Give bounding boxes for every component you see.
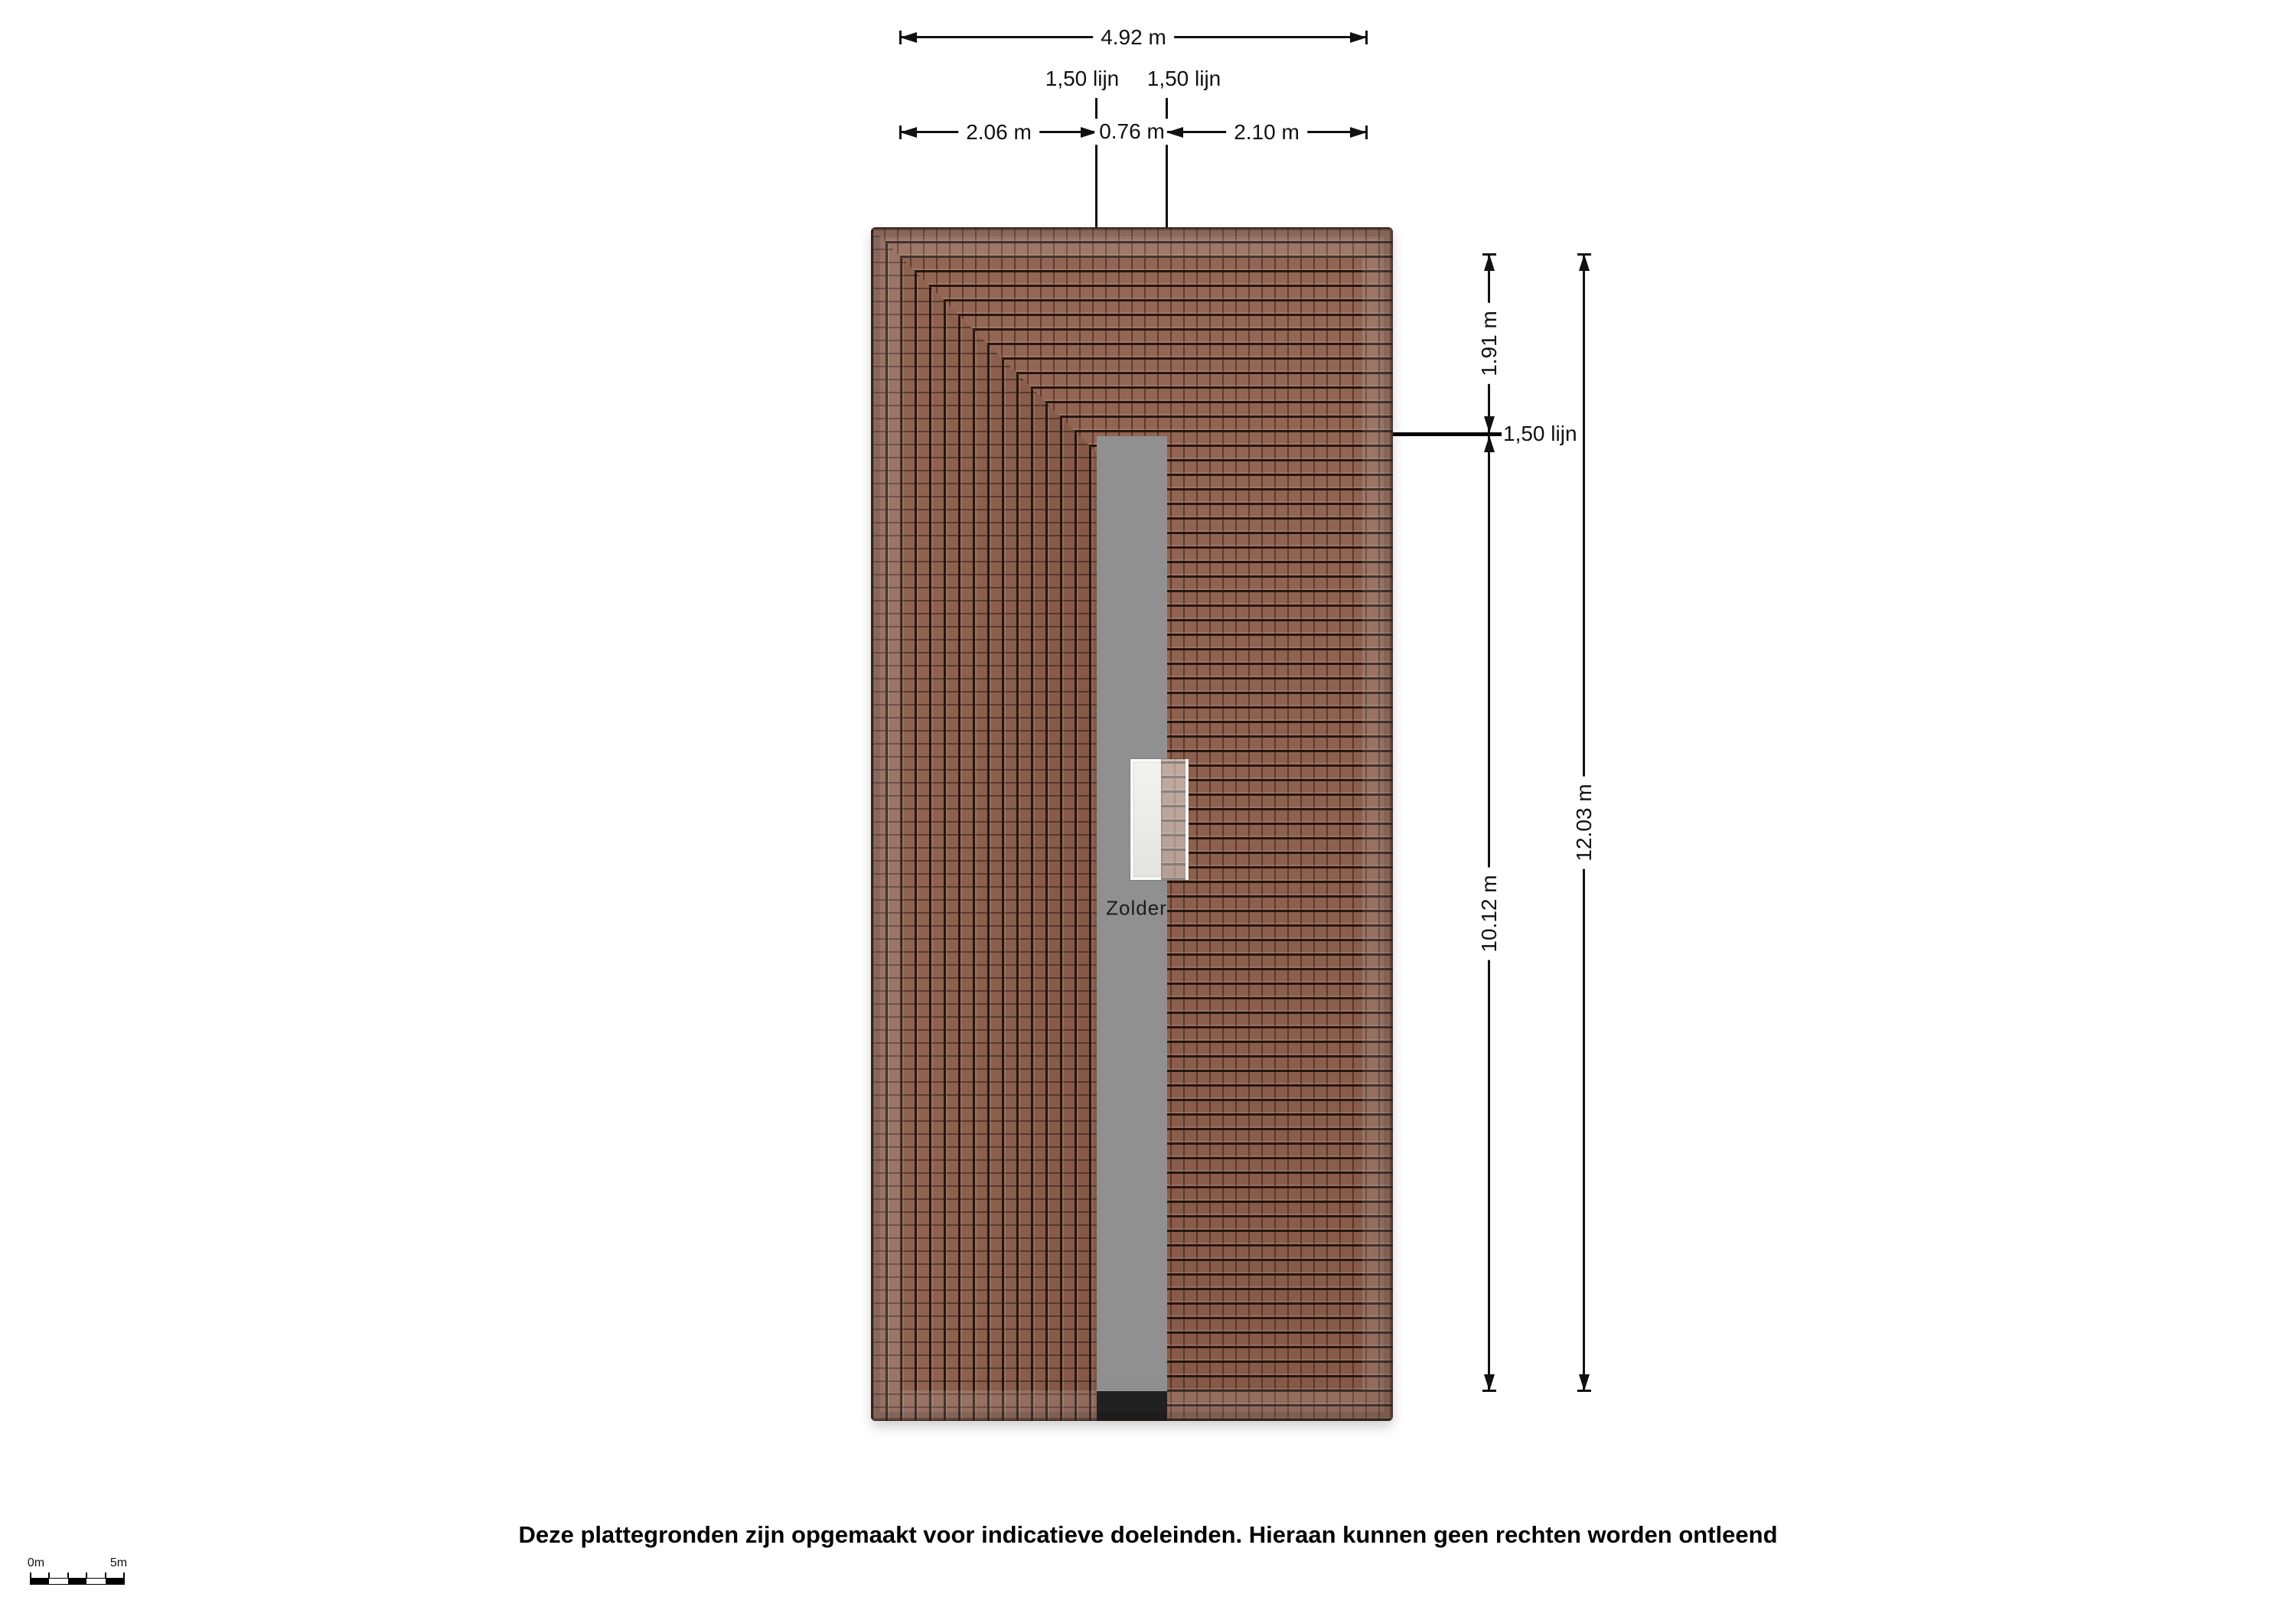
arrow-up-icon <box>1484 435 1495 452</box>
arrow-up-icon <box>1579 254 1590 271</box>
dimension-total-width <box>901 24 1366 49</box>
roof-overlap-tiles <box>1161 759 1186 880</box>
dimension-upper-height-label: 1.91 m <box>1476 303 1502 384</box>
arrow-left-icon <box>1166 127 1183 138</box>
scalebar-start-label: 0m <box>27 1556 45 1569</box>
arrow-left-icon <box>900 127 917 138</box>
scalebar-end-label: 5m <box>109 1556 128 1569</box>
disclaimer-text: Deze plattegronden zijn opgemaakt voor indicatieve doeleinden. Hieraan kunnen geen rechten worden ontleend <box>518 1521 1778 1548</box>
line-150-left-label: 1,50 lijn <box>1041 66 1124 92</box>
line-150-side-label: 1,50 lijn <box>1503 422 1577 445</box>
line-150-right-label: 1,50 lijn <box>1143 66 1226 92</box>
roof-plane-left <box>871 227 1097 1421</box>
roof <box>871 227 1393 1421</box>
dimension-right-width-label: 2.10 m <box>1226 119 1307 145</box>
dimension-left-width-label: 2.06 m <box>958 119 1039 145</box>
scalebar-segment <box>49 1579 67 1584</box>
dimension-end-tick <box>1365 31 1368 44</box>
arrow-right-icon <box>1350 127 1367 138</box>
dimension-middle-width-label: 0.76 m <box>1094 119 1169 145</box>
dimension-end-tick <box>1577 1390 1591 1392</box>
dimension-end-tick <box>1482 1390 1496 1392</box>
scalebar-segment <box>106 1579 124 1584</box>
arrow-left-icon <box>900 32 917 43</box>
scalebar-segment <box>68 1579 86 1584</box>
dimension-total-height-label: 12.03 m <box>1571 776 1597 869</box>
scalebar-segment <box>86 1579 105 1584</box>
line-150-right-marker <box>1166 98 1168 227</box>
dimension-total-height <box>1571 255 1596 1390</box>
room-label: Zolder <box>1106 896 1167 920</box>
arrow-right-icon <box>1350 32 1367 43</box>
scalebar <box>27 1556 128 1587</box>
arrow-down-icon <box>1579 1374 1590 1391</box>
chimney-block <box>1097 1391 1167 1421</box>
dimension-inner-height-label: 10.12 m <box>1476 867 1502 960</box>
dimension-upper-height <box>1476 255 1501 432</box>
arrow-up-icon <box>1484 254 1495 271</box>
scalebar-bar <box>30 1578 125 1585</box>
arrow-down-icon <box>1484 416 1495 433</box>
dimension-inner-height <box>1476 436 1501 1390</box>
scalebar-segment <box>31 1579 49 1584</box>
line-150-left-marker <box>1095 98 1097 227</box>
dimension-total-width-label: 4.92 m <box>1093 24 1174 51</box>
arrow-down-icon <box>1484 1374 1495 1391</box>
dimension-right-width <box>1167 119 1366 144</box>
dimension-end-tick <box>1365 125 1368 139</box>
dimension-left-width <box>901 119 1097 144</box>
